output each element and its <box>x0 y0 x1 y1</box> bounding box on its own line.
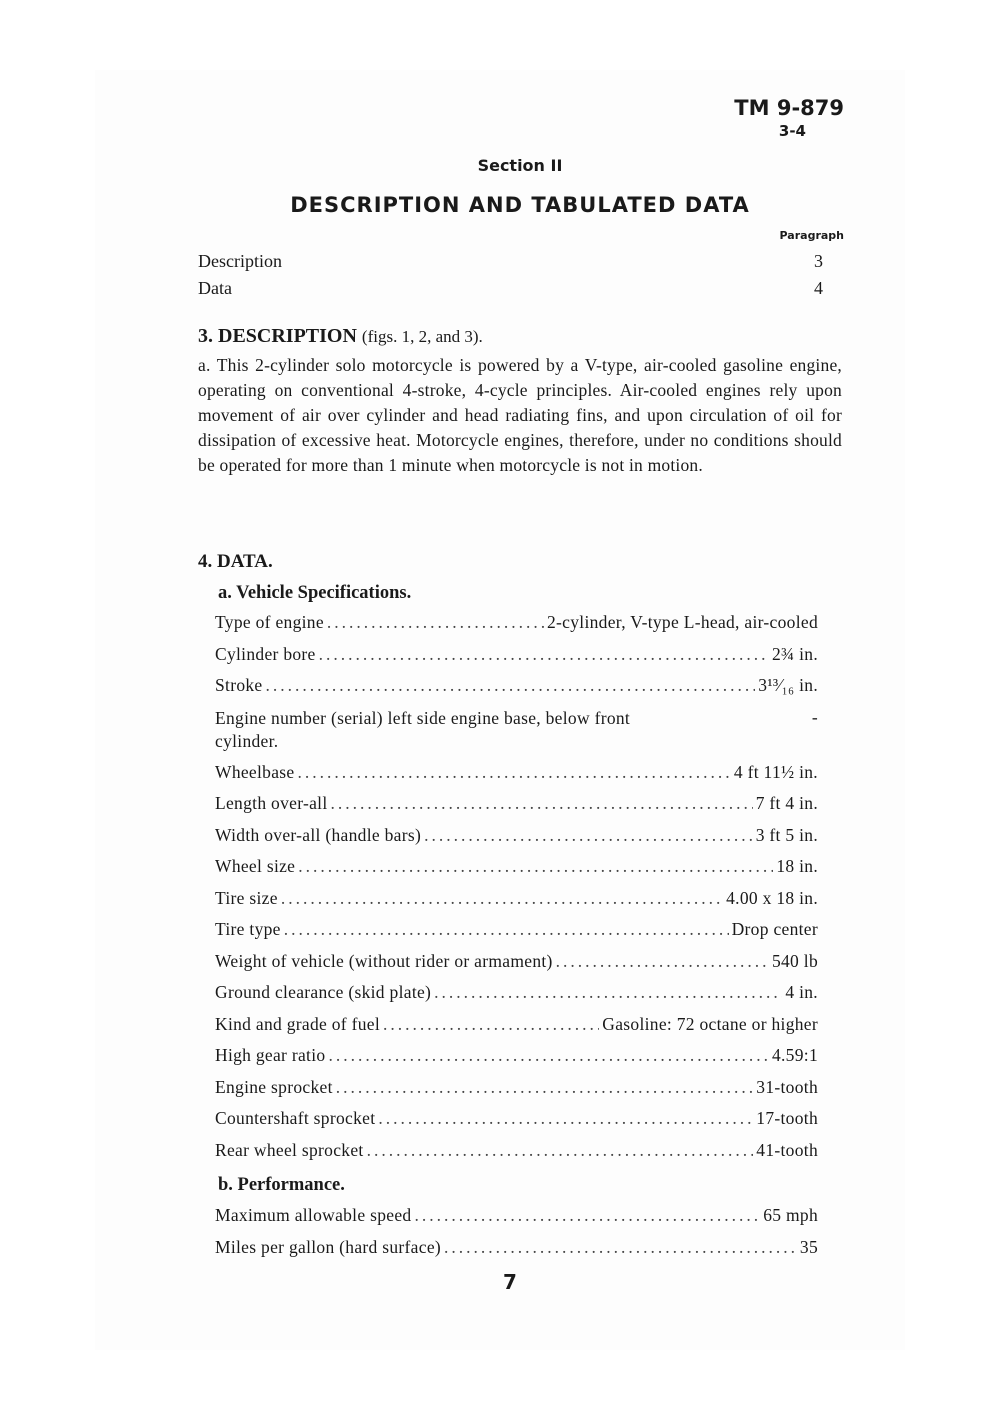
spec-label: Rear wheel sprocket <box>215 1139 364 1160</box>
dot-leader <box>298 856 773 877</box>
page-number: 7 <box>503 1270 517 1294</box>
dot-leader <box>556 951 769 972</box>
dot-leader <box>281 888 723 909</box>
spec-row <box>215 825 818 857</box>
spec-row <box>215 1108 818 1140</box>
paragraph-range: 3-4 <box>778 122 806 140</box>
spec-row <box>215 793 818 825</box>
spec-label: Width over-all (handle bars) <box>215 824 422 845</box>
spec-label: Wheel size <box>215 856 296 876</box>
spec-row <box>215 1205 818 1237</box>
toc-label: Data <box>198 278 232 298</box>
spec-row <box>215 1045 818 1077</box>
dot-leader <box>284 919 729 940</box>
spec-row <box>215 707 818 762</box>
manual-number: TM 9-879 <box>734 96 844 120</box>
spec-value: 31-tooth <box>756 1076 818 1097</box>
spec-value: 41-tooth <box>756 1139 818 1160</box>
dot-leader <box>297 762 730 783</box>
spec-label: Miles per gallon (hard surface) <box>215 1236 442 1257</box>
heading-text: 4. DATA. <box>198 551 273 572</box>
vehicle-spec-list <box>215 612 818 1171</box>
spec-label: Wheelbase <box>215 761 295 782</box>
spec-value: 65 mph <box>763 1205 818 1225</box>
spec-label: Stroke <box>215 675 263 695</box>
spec-label: Tire type <box>215 919 281 939</box>
dot-leader <box>444 1237 797 1258</box>
dot-leader <box>434 982 782 1003</box>
performance-heading: b. Performance. <box>218 1175 345 1195</box>
spec-label: Tire size <box>215 887 278 908</box>
spec-value: Gasoline: 72 octane or higher <box>602 1013 818 1034</box>
spec-value: 3 ft 5 in. <box>755 824 818 845</box>
toc-item <box>198 278 823 299</box>
description-heading <box>198 325 483 348</box>
spec-value: 2-cylinder, V-type L-head, air-cooled <box>547 612 818 632</box>
toc-para: 3 <box>814 251 823 271</box>
spec-label: Type of engine <box>215 612 324 632</box>
spec-value: 2¾ in. <box>771 643 818 664</box>
spec-label: Countershaft sprocket <box>215 1108 376 1128</box>
dot-leader <box>383 1014 599 1035</box>
spec-row <box>215 1140 818 1172</box>
spec-label: High gear ratio <box>215 1045 326 1065</box>
toc-label: Description <box>198 251 282 271</box>
spec-row <box>215 1014 818 1046</box>
spec-row <box>215 644 818 676</box>
spec-value: 7 ft 4 in. <box>755 793 818 813</box>
spec-row <box>215 762 818 794</box>
spec-row <box>215 919 818 951</box>
spec-value: 3¹³⁄₁₆ in. <box>758 675 818 695</box>
spec-row <box>215 675 818 707</box>
spec-row <box>215 1237 818 1269</box>
spec-label: Engine sprocket <box>215 1076 333 1097</box>
spec-row <box>215 888 818 920</box>
dot-leader <box>414 1205 760 1226</box>
spec-label: Cylinder bore <box>215 643 316 664</box>
dot-leader <box>336 1077 754 1098</box>
spec-row <box>215 856 818 888</box>
spec-label: Weight of vehicle (without rider or armament) <box>215 950 553 971</box>
spec-label: Length over-all <box>215 793 328 813</box>
spec-label: Kind and grade of fuel <box>215 1013 381 1034</box>
spec-value: 35 <box>799 1236 818 1257</box>
spec-row <box>215 951 818 983</box>
vehicle-spec-heading: a. Vehicle Specifications. <box>218 583 412 603</box>
figure-reference: (figs. 1, 2, and 3). <box>361 327 483 346</box>
heading-text: 3. DESCRIPTION <box>198 325 357 347</box>
toc-item <box>198 251 823 272</box>
dot-leader <box>266 675 756 696</box>
dot-leader <box>378 1108 753 1129</box>
section-label: Section II <box>477 156 563 175</box>
spec-label: Ground clearance (skid plate) <box>215 982 432 1002</box>
toc-para: 4 <box>814 278 823 298</box>
spec-label: Maximum allowable speed <box>215 1205 412 1225</box>
spec-value: Drop center <box>731 919 818 939</box>
spec-row <box>215 982 818 1014</box>
spec-row <box>215 612 818 644</box>
spec-value: 4.00 x 18 in. <box>726 887 818 908</box>
spec-value: 540 lb <box>771 950 818 971</box>
dot-leader <box>319 644 769 665</box>
performance-list <box>215 1205 818 1268</box>
dot-leader <box>331 793 753 814</box>
dot-leader <box>424 825 753 846</box>
description-paragraph: a. This 2-cylinder solo motorcycle is powered by a V-type, air-cooled gasoline engine, operating on conventional 4-stroke, 4-cycle principles. Air-cooled engines rely upon movement of air over cylinder and head radiating fins, and upon circulation of oil for dissipation of excessive heat. Motorcycle engines, therefore, under no conditions should be operated for more than 1 minute when motorcycle is not in motion. <box>198 355 842 475</box>
spec-value: 18 in. <box>776 856 818 876</box>
spec-value: - <box>811 706 818 727</box>
spec-value: 4.59:1 <box>771 1045 818 1065</box>
spec-value: 17-tooth <box>756 1108 818 1128</box>
spec-value: 4 ft 11½ in. <box>733 761 818 782</box>
spec-label: Engine number (serial) left side engine base, below front cylinder. <box>215 707 631 751</box>
page-title: DESCRIPTION AND TABULATED DATA <box>290 193 750 217</box>
dot-leader <box>327 612 544 633</box>
toc-column-header: Paragraph <box>779 229 844 242</box>
spec-value: 4 in. <box>785 982 818 1002</box>
dot-leader <box>328 1045 769 1066</box>
spec-row <box>215 1077 818 1109</box>
data-heading <box>198 551 273 573</box>
dot-leader <box>367 1140 754 1161</box>
